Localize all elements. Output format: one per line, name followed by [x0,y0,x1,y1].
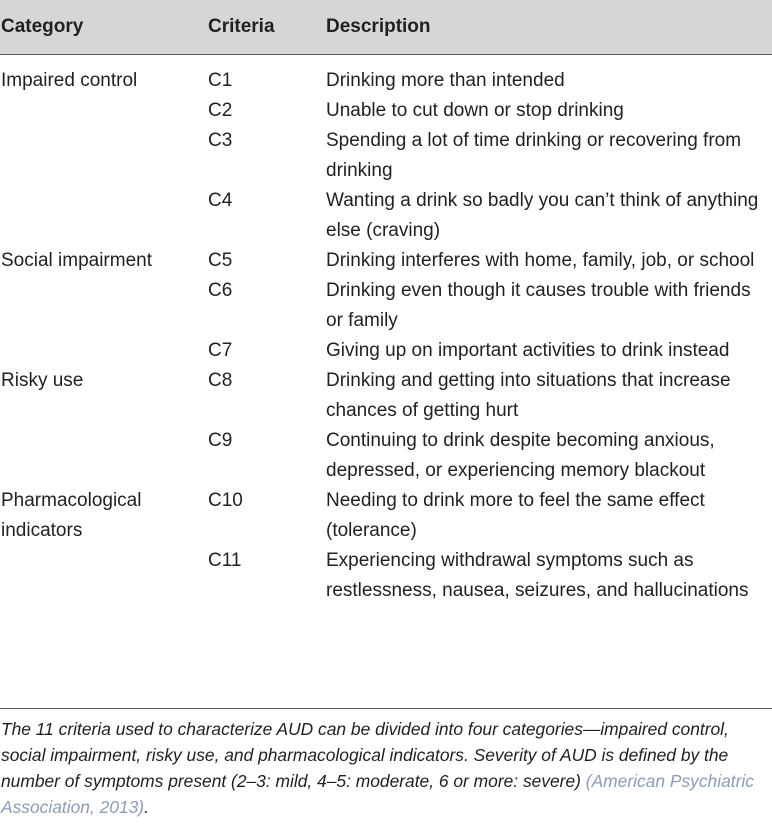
description-cell: Drinking even though it causes trouble with friends or family [326,280,751,331]
header-description: Description [326,0,772,54]
table-row [0,186,772,246]
footnote-text: The 11 criteria used to characterize AUD can be divided into four categories—impaired control, social impairment, risky use, and pharmacological indicators. Severity of AUD is defined by the number of symptoms present (2–3: mild, 4–5: moderate, 6 or more: severe) [1,719,729,791]
category-cell: Pharmacological indicators [1,490,142,541]
category-cell [0,126,208,186]
header-criteria: Criteria [208,0,326,54]
criteria-cell: C9 [208,430,233,451]
criteria-cell: C6 [208,280,233,301]
criteria-table-header [0,0,772,55]
table-body [0,66,772,606]
category-cell: Risky use [1,370,84,391]
criteria-cell: C10 [208,490,243,511]
description-cell: Continuing to drink despite becoming anxious, depressed, or experiencing memory blackout [326,430,715,481]
table-row [0,366,772,426]
criteria-cell: C5 [208,250,233,271]
criteria-cell: C11 [208,550,242,571]
table-row [0,66,772,96]
category-cell: Social impairment [1,250,152,271]
description-cell: Drinking more than intended [326,70,565,91]
criteria-table [0,66,772,606]
description-cell: Spending a lot of time drinking or recovering from drinking [326,130,742,181]
criteria-cell: C3 [208,130,233,151]
header-category: Category [0,0,208,54]
table-row [0,336,772,366]
category-cell [0,336,208,366]
description-cell: Giving up on important activities to drink instead [326,340,730,361]
table-row [0,126,772,186]
citation-link[interactable]: (American Psychiatric Association, 2013) [1,771,754,817]
description-cell: Experiencing withdrawal symptoms such as restlessness, nausea, seizures, and hallucinations [326,550,749,601]
table-footnote [1,716,769,820]
table-row [0,246,772,276]
criteria-cell: C7 [208,340,233,361]
criteria-cell: C8 [208,370,233,391]
description-cell: Drinking interferes with home, family, job, or school [326,250,755,271]
table-row [0,426,772,486]
description-cell: Drinking and getting into situations that increase chances of getting hurt [326,370,731,421]
category-cell [0,96,208,126]
description-cell: Wanting a drink so badly you can’t think of anything else (craving) [326,190,759,241]
category-cell [0,276,208,336]
criteria-cell: C1 [208,70,233,91]
description-cell: Unable to cut down or stop drinking [326,100,624,121]
table-row [0,546,772,606]
category-cell [0,546,208,606]
criteria-cell: C2 [208,100,233,121]
description-cell: Needing to drink more to feel the same effect (tolerance) [326,490,705,541]
category-cell [0,186,208,246]
table-row [0,486,772,546]
table-bottom-rule [0,708,772,709]
header-row [0,0,772,54]
table-row [0,96,772,126]
table-row [0,276,772,336]
criteria-cell: C4 [208,190,233,211]
category-cell: Impaired control [1,70,138,91]
category-cell [0,426,208,486]
footnote-end: . [144,797,149,817]
